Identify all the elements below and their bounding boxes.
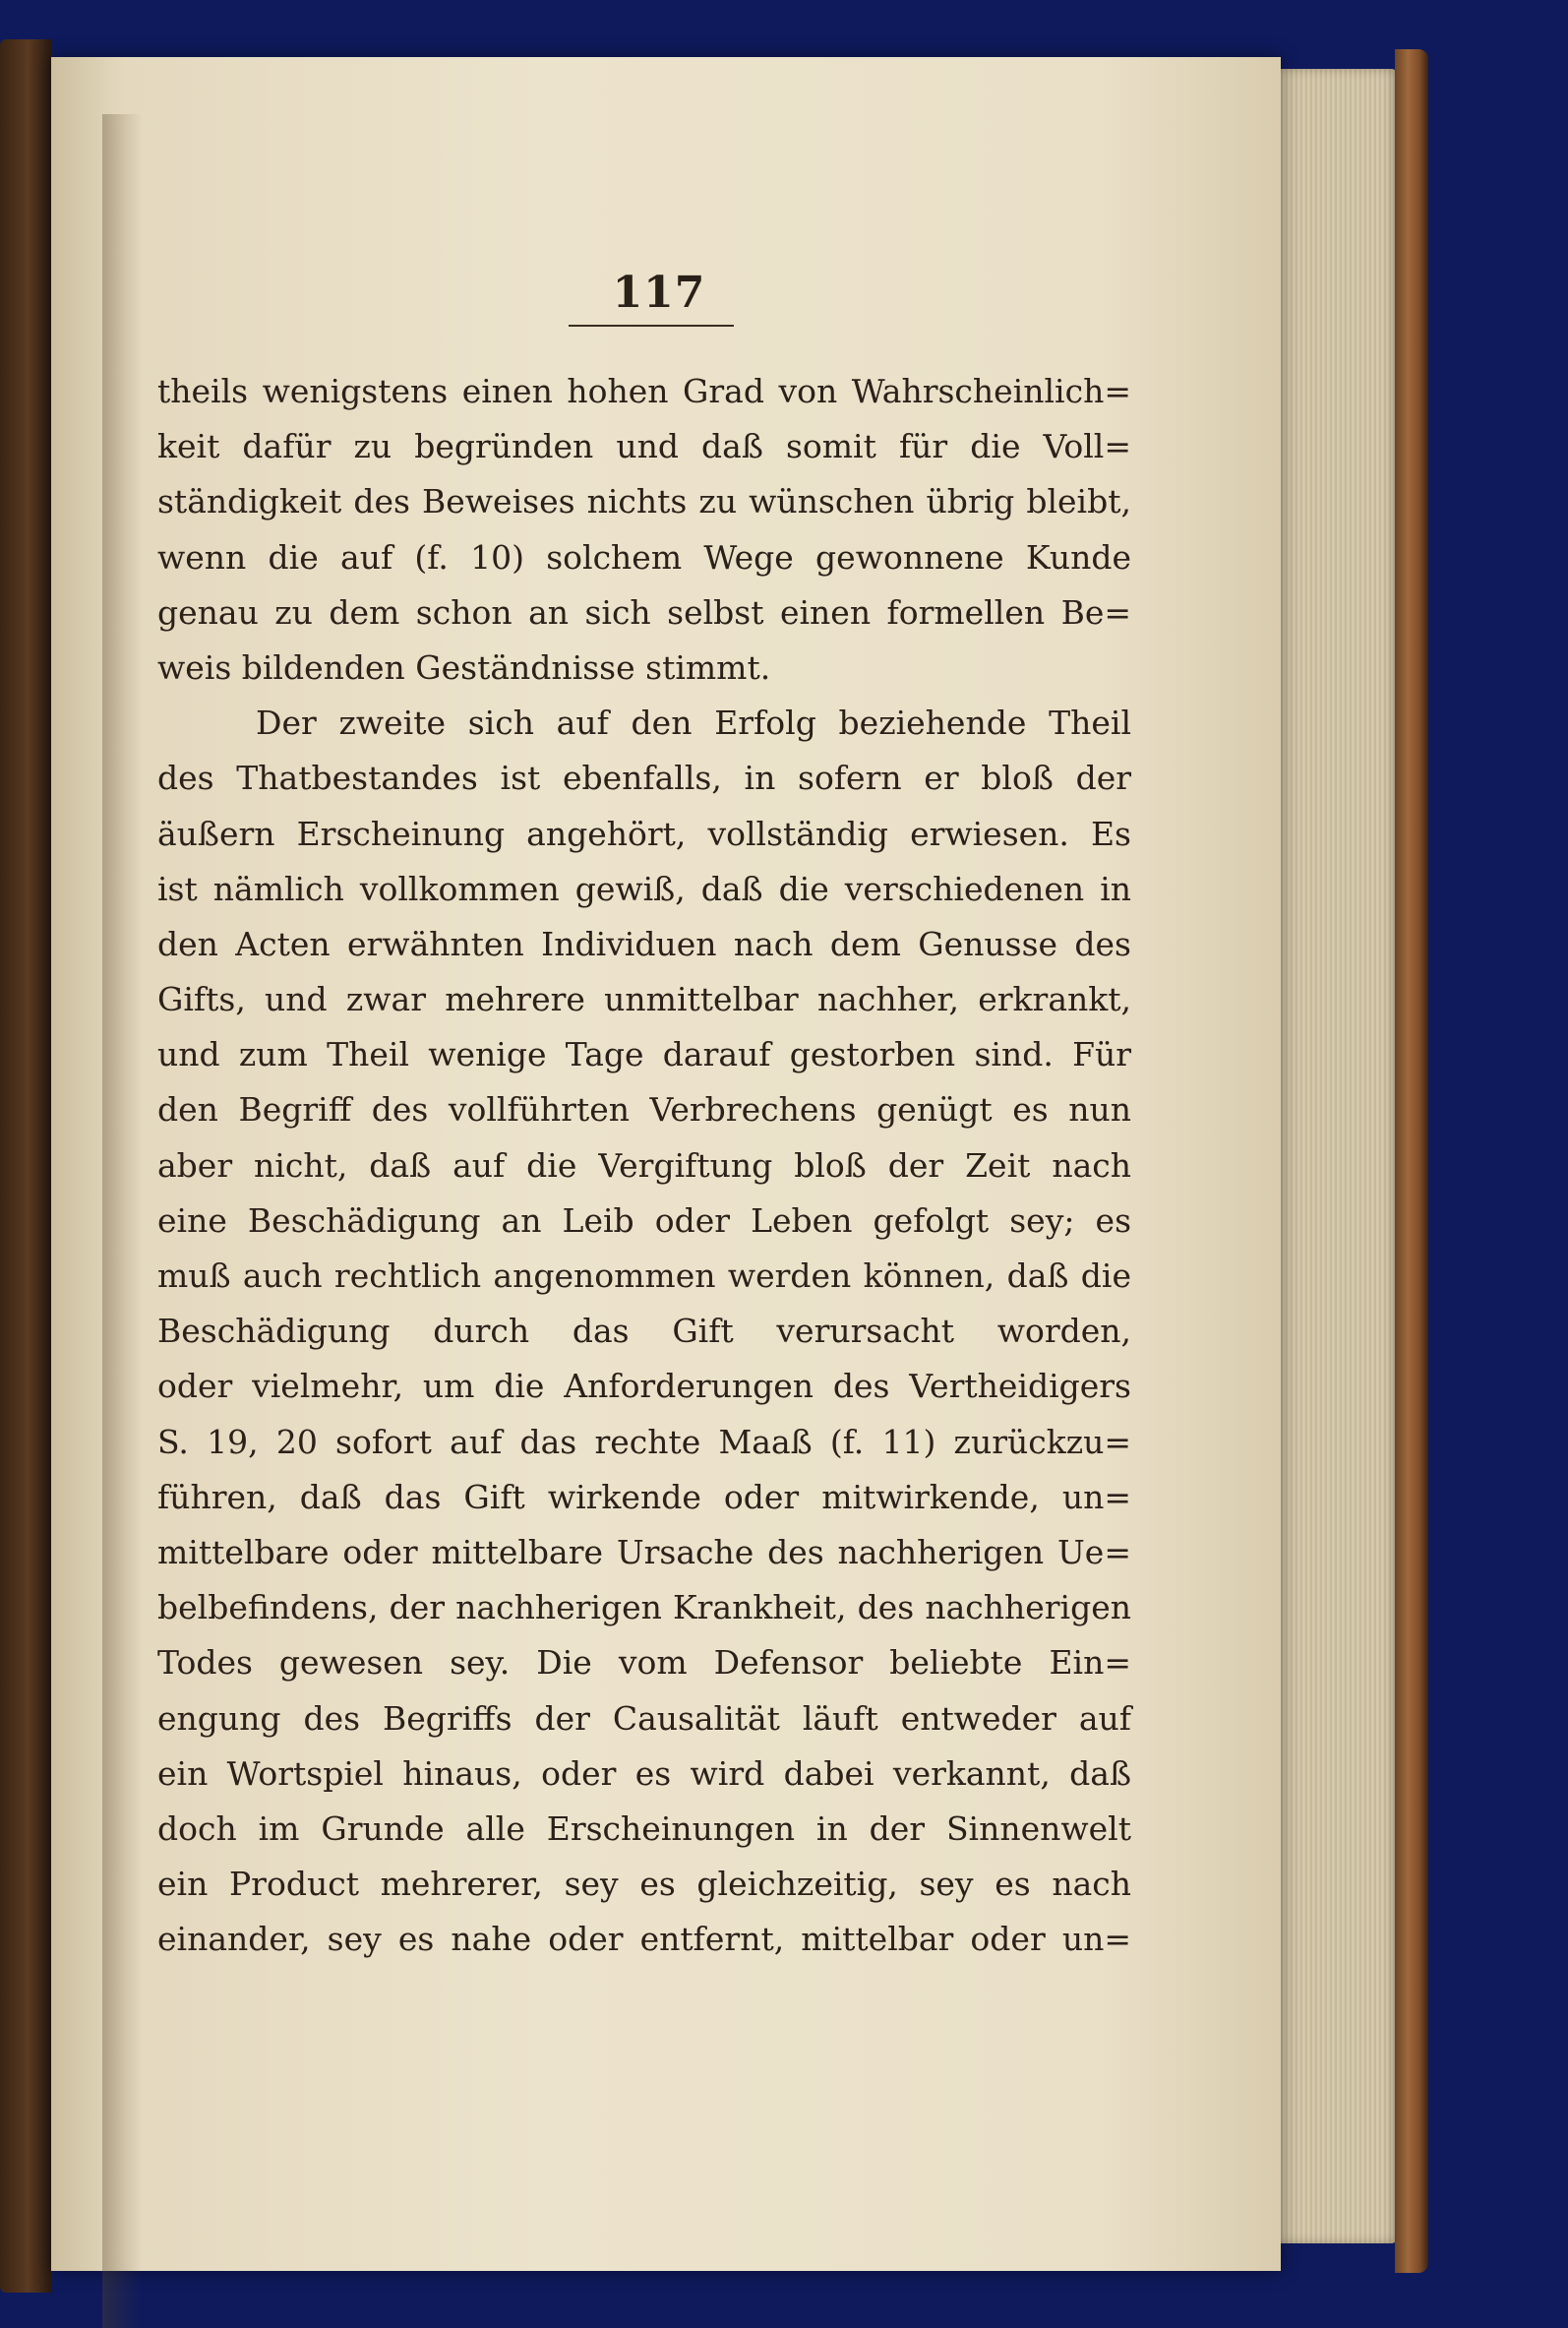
text-line: doch im Grunde alle Erscheinungen in der Sinnenwelt [157, 1808, 1131, 1848]
gutter-shadow [102, 114, 142, 2328]
body-text [157, 364, 1131, 1967]
text-line: S. 19, 20 sofort auf das rechte Maaß (f. 11) zurückzu= [157, 1422, 1131, 1461]
book-cover-right [1395, 49, 1428, 2273]
text-line: einander, sey es nahe oder entfernt, mittelbar oder un= [157, 1920, 1131, 1959]
text-line: theils wenigstens einen hohen Grad von Wahrscheinlich= [157, 372, 1131, 410]
text-line: äußern Erscheinung angehört, vollständig erwiesen. Es [157, 814, 1131, 853]
text-line: ein Wortspiel hinaus, oder es wird dabei verkannt, daß [157, 1753, 1131, 1793]
text-line: ist nämlich vollkommen gewiß, daß die verschiedenen in [157, 869, 1131, 908]
book-cover-left [0, 39, 51, 2293]
text-line: den Begriff des vollführten Verbrechens genügt es nun [157, 1090, 1131, 1130]
text-line: Gifts, und zwar mehrere unmittelbar nachher, erkrankt, [157, 980, 1131, 1019]
text-line: genau zu dem schon an sich selbst einen formellen Be= [157, 592, 1131, 632]
text-line: belbefindens, der nachherigen Krankheit, des nachherigen [157, 1588, 1131, 1627]
text-line: engung des Begriffs der Causalität läuft entweder auf [157, 1698, 1131, 1738]
page-block-edges [1269, 69, 1399, 2243]
text-line: keit dafür zu begründen und daß somit für die Voll= [157, 427, 1131, 466]
text-line: mittelbare oder mittelbare Ursache des nachherigen Ue= [157, 1532, 1131, 1571]
text-line: wenn die auf (f. 10) solchem Wege gewonnene Kunde [157, 537, 1131, 577]
text-line: des Thatbestandes ist ebenfalls, in sofern er bloß der [157, 759, 1131, 798]
text-line: Todes gewesen sey. Die vom Defensor beliebte Ein= [157, 1643, 1131, 1683]
paragraph-start-line: Der zweite sich auf den Erfolg beziehende Theil [256, 704, 1131, 743]
text-line: weis bildenden Geständnisse stimmt. [157, 647, 771, 687]
text-line: und zum Theil wenige Tage darauf gestorben sind. Für [157, 1035, 1131, 1074]
text-line: Beschädigung durch das Gift verursacht worden, [157, 1312, 1131, 1351]
header-rule [569, 325, 734, 327]
text-line: eine Beschädigung an Leib oder Leben gefolgt sey; es [157, 1200, 1131, 1240]
page-number: 117 [612, 268, 706, 318]
text-line: ständigkeit des Beweises nichts zu wünschen übrig bleibt, [157, 482, 1131, 521]
text-line: oder vielmehr, um die Anforderungen des Vertheidigers [157, 1367, 1131, 1406]
text-line: muß auch rechtlich angenommen werden können, daß die [157, 1256, 1131, 1295]
text-line: aber nicht, daß auf die Vergiftung bloß der Zeit nach [157, 1145, 1131, 1185]
text-line: führen, daß das Gift wirkende oder mitwirkende, un= [157, 1477, 1131, 1516]
text-line: ein Product mehrerer, sey es gleichzeitig, sey es nach [157, 1865, 1131, 1904]
text-line: den Acten erwähnten Individuen nach dem Genusse des [157, 924, 1131, 963]
